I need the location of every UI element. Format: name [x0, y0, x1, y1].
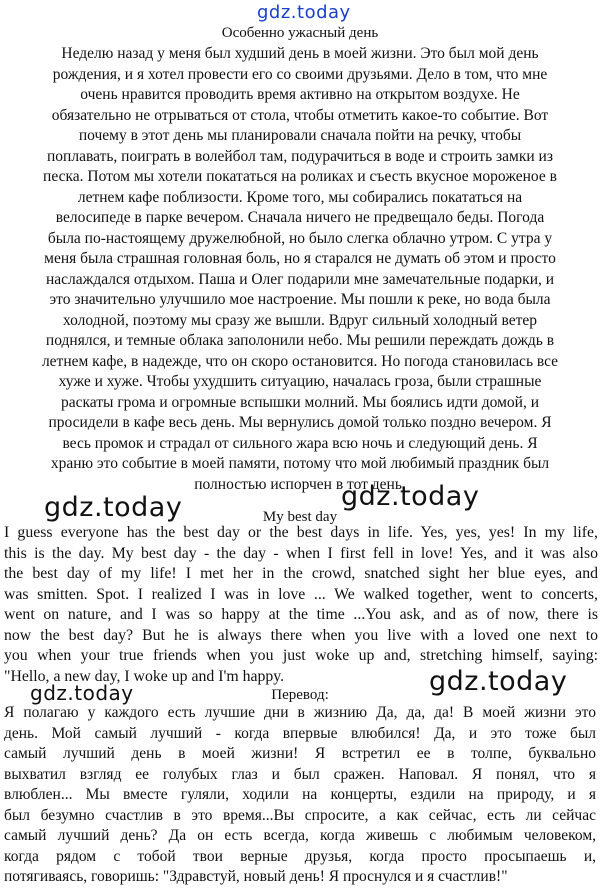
text-line: храню это событие в моей памяти, потому что мой любимый праздник был	[50, 455, 550, 472]
text-line: самый лучший день? Да он есть всегда, когда живешь с любимым человеком,	[4, 827, 596, 844]
text-line: влюблен... Мы вместе гуляли, ходили на концерты, ездили на природу, и я	[4, 786, 596, 803]
essay-en-body	[4, 523, 598, 687]
watermark-lower-left: gdz.today	[30, 681, 134, 705]
text-line: this is the day. My best day - the day - when I first fell in love! Yes, and it was also	[4, 544, 598, 562]
text-line: самый лучший день в моей жизни! Я встретил ее в толпе, буквально	[4, 745, 596, 762]
watermark-top: gdz.today	[257, 2, 351, 23]
text-line: the best day of my life! I met her in the crowd, snatched sight her blue eyes, and	[4, 565, 598, 582]
text-line: now the best day? But he is always there when you live with a loved one next to	[4, 626, 598, 644]
text-line: "Hello, a new day, I woke up and I'm happy.	[4, 667, 285, 685]
essay-en-title: My best day	[262, 509, 338, 525]
watermark-right: gdz.today	[341, 481, 480, 512]
text-line: очень нравится проводить время активно на открытом воздухе. Не	[80, 86, 520, 103]
text-line: почему в этот день мы планировали сначала пойти на речку, чтобы	[78, 127, 522, 144]
text-line: потягиваясь, говоришь: "Здравстуй, новый день! Я проснулся и я счастлив!"	[4, 868, 508, 885]
text-line: просидели в кафе весь день. Мы вернулись домой только поздно вечером. Я	[48, 414, 552, 431]
text-line: выхватил взгляд ее голубых глаз и был сражен. Наповал. Я понял, что я	[4, 765, 596, 783]
text-line: была по-настоящему дружелюбной, но было слегка облачно утром. С утра у	[47, 229, 553, 247]
text-line: Неделю назад у меня был худший день в моей жизни. Это был мой день	[61, 45, 539, 62]
text-line: you when your true friends when you just woke up and, stretching himself, saying:	[4, 647, 598, 664]
text-line: наслаждался отдыхом. Паша и Олег подарили мне замечательные подарки, и	[45, 270, 555, 288]
text-line: обязательно не отрываться от стола, чтобы отметить какое-то событие. Вот	[51, 106, 549, 124]
text-line: поплавать, поиграть в волейбол там, подурачиться в воде и строить замки из	[47, 147, 553, 165]
text-line: раскаты грома и огромные вспышки молний. Мы боялись идти домой, и	[60, 393, 540, 411]
text-line: день. Мой самый лучший - когда впервые влюбился! Да, и это тоже был	[4, 724, 596, 742]
text-line: был безумно счастлив в это время...Вы спросите, а как сейчас, есть ли сейчас	[4, 806, 596, 824]
text-line: хуже и хуже. Чтобы ухудшить ситуацию, началась гроза, были страшные	[58, 373, 542, 390]
text-line: песка. Потом мы хотели покататься на роликах и съесть вкусное мороженое в	[43, 168, 557, 185]
translation-title: Перевод:	[271, 687, 329, 703]
watermark-lower-right: gdz.today	[429, 666, 568, 697]
text-line: поднялся, и темные облака заполонили небо. Мы решили переждать дождь в	[45, 332, 555, 349]
text-line: велосипеде в парке вечером. Сначала ничего не предвещало беды. Погода	[55, 209, 545, 226]
text-line: I guess everyone has the best day or the best days in life. Yes, yes, yes! In my life,	[4, 524, 598, 541]
text-line: это значительно улучшило мое настроение. Мы пошли к реке, но вода была	[49, 291, 551, 308]
text-line: полностью испорчен в тот день.	[194, 475, 406, 493]
text-line: весь промок и страдал от сильного жара всю ночь и следующий день. Я	[62, 434, 538, 452]
text-line: рождения, и я хотел провести его со своими друзьями. Дело в том, что мне	[52, 65, 548, 83]
text-line: летнем кафе, в надежде, что он скоро остановится. Но погода становилась все	[41, 352, 559, 370]
text-line: холодной, поэтому мы сразу же вышли. Вдруг сильный холодный ветер	[62, 311, 538, 329]
translation-body	[4, 703, 596, 888]
essay-ru-body	[0, 44, 600, 495]
text-line: went on nature, and I was so happy at the time ...You ask, and as of now, there is	[4, 606, 598, 623]
text-line: меня была страшная головная боль, но я старался не думать об этом и просто	[44, 250, 556, 267]
text-line: Я полагаю у каждого есть лучшие дни в жизнию Да, да, да! В моей жизни это	[4, 704, 596, 721]
watermark-left: gdz.today	[44, 492, 183, 523]
text-line: когда рядом с тобой твои верные друзья, когда просто просыпаешь и,	[4, 847, 596, 865]
text-line: летнем кафе поблизости. Кроме того, мы собирались покататься на	[77, 188, 523, 206]
essay-ru-title: Особенно ужасный день	[221, 25, 379, 41]
text-line: was smitten. Spot. I realized I was in love ... We walked together, went to concerts,	[4, 585, 598, 603]
